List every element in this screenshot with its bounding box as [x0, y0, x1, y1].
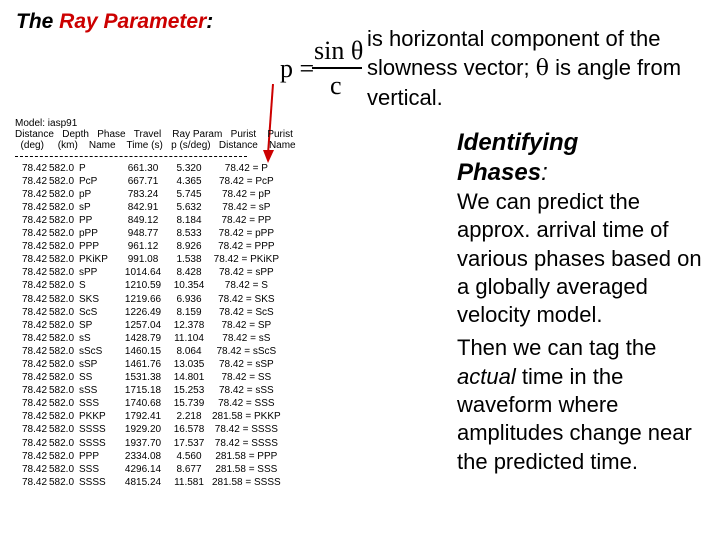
depth-cell: 582.0 [49, 345, 75, 357]
travel-time-cell: 1740.68 [124, 398, 162, 410]
ray-param-cell: 12.378 [173, 319, 205, 331]
travel-time-cell: 2334.08 [124, 450, 162, 462]
table-row [22, 385, 281, 398]
table-row [22, 215, 281, 228]
ray-param-cell: 5.320 [176, 162, 202, 174]
phase-name-cell: sScS [79, 345, 103, 357]
travel-time-cell: 1792.41 [124, 411, 162, 423]
table-row [22, 202, 281, 215]
ray-param-cell: 17.537 [173, 437, 205, 449]
phase-name-cell: pP [79, 188, 92, 200]
travel-time-cell: 1257.04 [124, 319, 162, 331]
table-row [22, 189, 281, 202]
table-row [22, 438, 281, 451]
phase-name-cell: PcP [79, 175, 98, 187]
distance-cell: 78.42 [22, 411, 48, 423]
desc-part1: is horizontal component of the slowness vector; [367, 26, 661, 80]
depth-cell: 582.0 [49, 359, 75, 371]
theta-symbol: θ [535, 56, 549, 81]
ray-param-cell: 8.926 [176, 241, 202, 253]
travel-time-cell: 1531.38 [124, 372, 162, 384]
phase-name-cell: SS [79, 372, 93, 384]
travel-time-cell: 842.91 [127, 201, 159, 213]
table-row [22, 411, 281, 424]
ray-param-cell: 16.578 [173, 424, 205, 436]
column-header-2: (deg) (km) Name Time (s) p (s/deg) Distance Name [15, 140, 296, 152]
phase-name-cell: SSSS [79, 476, 106, 488]
purist-cell: 78.42 = pPP [218, 228, 274, 240]
travel-time-cell: 4815.24 [124, 476, 162, 488]
purist-cell: 78.42 = sSS [218, 385, 274, 397]
purist-cell: 78.42 = SSSS [214, 437, 278, 449]
distance-cell: 78.42 [22, 437, 48, 449]
formula-denominator: c [330, 71, 342, 100]
phase-table [22, 163, 281, 490]
purist-cell: 281.58 = PPP [215, 450, 278, 462]
title-suffix: : [206, 10, 214, 33]
identifying-phases-heading [457, 128, 578, 188]
ray-param-cell: 10.354 [173, 280, 205, 292]
depth-cell: 582.0 [49, 450, 75, 462]
fraction-bar [312, 67, 362, 69]
distance-cell: 78.42 [22, 332, 48, 344]
depth-cell: 582.0 [49, 463, 75, 475]
purist-cell: 281.58 = SSS [215, 463, 278, 475]
table-row [22, 451, 281, 464]
formula-lhs: p = [280, 54, 315, 83]
phase-name-cell: PPP [79, 450, 100, 462]
purist-cell: 78.42 = SKS [218, 293, 275, 305]
purist-cell: 78.42 = pP [222, 188, 271, 200]
ray-param-cell: 8.428 [176, 267, 202, 279]
column-header-1: Distance Depth Phase Travel Ray Param Purist Purist [15, 129, 293, 141]
travel-time-cell: 1014.64 [124, 267, 162, 279]
table-row [22, 424, 281, 437]
table-row [22, 372, 281, 385]
heading-line-1: Identifying [457, 129, 579, 156]
formula-numerator: sin θ [314, 36, 364, 65]
ray-param-cell: 4.365 [176, 175, 202, 187]
travel-time-cell: 783.24 [127, 188, 159, 200]
depth-cell: 582.0 [49, 332, 75, 344]
table-row [22, 333, 281, 346]
depth-cell: 582.0 [49, 214, 75, 226]
phase-name-cell: SKS [79, 293, 100, 305]
depth-cell: 582.0 [49, 411, 75, 423]
depth-cell: 582.0 [49, 306, 75, 318]
travel-time-cell: 1460.15 [124, 345, 162, 357]
travel-time-cell: 961.12 [127, 241, 159, 253]
phase-name-cell: SP [79, 319, 93, 331]
phase-name-cell: P [79, 162, 86, 174]
travel-time-cell: 4296.14 [124, 463, 162, 475]
desc-part2: is angle from vertical. [367, 55, 682, 110]
ray-param-cell: 8.184 [176, 214, 202, 226]
depth-cell: 582.0 [49, 293, 75, 305]
depth-cell: 582.0 [49, 241, 75, 253]
distance-cell: 78.42 [22, 267, 48, 279]
purist-cell: 78.42 = SS [221, 372, 272, 384]
depth-cell: 582.0 [49, 319, 75, 331]
purist-cell: 78.42 = sPP [218, 267, 274, 279]
purist-cell: 281.58 = PKKP [212, 411, 281, 423]
distance-cell: 78.42 [22, 359, 48, 371]
title-accent: Ray Parameter [59, 10, 207, 33]
distance-cell: 78.42 [22, 450, 48, 462]
depth-cell: 582.0 [49, 280, 75, 292]
distance-cell: 78.42 [22, 463, 48, 475]
depth-cell: 582.0 [49, 385, 75, 397]
distance-cell: 78.42 [22, 306, 48, 318]
table-row [22, 320, 281, 333]
distance-cell: 78.42 [22, 424, 48, 436]
ray-param-cell: 1.538 [176, 254, 202, 266]
distance-cell: 78.42 [22, 372, 48, 384]
purist-cell: 78.42 = S [224, 280, 268, 292]
purist-cell: 78.42 = sScS [216, 345, 277, 357]
ray-param-cell: 8.677 [176, 463, 202, 475]
travel-time-cell: 1428.79 [124, 332, 162, 344]
purist-cell: 281.58 = SSSS [212, 476, 281, 488]
ray-param-cell: 4.560 [176, 450, 202, 462]
table-row [22, 294, 281, 307]
ray-param-cell: 8.064 [176, 345, 202, 357]
phase-name-cell: SSS [79, 398, 100, 410]
purist-cell: 78.42 = sSP [218, 359, 274, 371]
distance-cell: 78.42 [22, 201, 48, 213]
table-row [22, 359, 281, 372]
purist-cell: 78.42 = PP [221, 214, 272, 226]
slide-title [16, 10, 213, 34]
travel-time-cell: 991.08 [127, 254, 159, 266]
table-row [22, 228, 281, 241]
phase-name-cell: sSP [79, 359, 98, 371]
distance-cell: 78.42 [22, 175, 48, 187]
distance-cell: 78.42 [22, 280, 48, 292]
title-prefix: The [16, 10, 60, 33]
purist-cell: 78.42 = SSS [218, 398, 275, 410]
phase-name-cell: PP [79, 214, 93, 226]
travel-time-cell: 1461.76 [124, 359, 162, 371]
depth-cell: 582.0 [49, 437, 75, 449]
distance-cell: 78.42 [22, 345, 48, 357]
table-row [22, 280, 281, 293]
phase-name-cell: SSSS [79, 424, 106, 436]
table-row [22, 464, 281, 477]
table-row [22, 176, 281, 189]
purist-cell: 78.42 = sS [222, 332, 271, 344]
depth-cell: 582.0 [49, 372, 75, 384]
travel-time-cell: 1937.70 [124, 437, 162, 449]
phase-name-cell: sSS [79, 385, 98, 397]
phase-name-cell: SSS [79, 463, 100, 475]
table-row [22, 241, 281, 254]
travel-time-cell: 1226.49 [124, 306, 162, 318]
ray-param-cell: 13.035 [173, 359, 205, 371]
table-row [22, 307, 281, 320]
travel-time-cell: 1715.18 [124, 385, 162, 397]
travel-time-cell: 1929.20 [124, 424, 162, 436]
ray-param-cell: 6.936 [176, 293, 202, 305]
phase-name-cell: pPP [79, 228, 98, 240]
heading-line-2: Phases: [457, 159, 548, 186]
purist-cell: 78.42 = PcP [218, 175, 274, 187]
depth-cell: 582.0 [49, 476, 75, 488]
phase-name-cell: PKiKP [79, 254, 108, 266]
ray-param-cell: 11.104 [174, 332, 204, 344]
identifying-phases-body [457, 188, 717, 476]
phase-name-cell: S [79, 280, 86, 292]
distance-cell: 78.42 [22, 385, 48, 397]
distance-cell: 78.42 [22, 188, 48, 200]
depth-cell: 582.0 [49, 175, 75, 187]
purist-cell: 78.42 = P [224, 162, 268, 174]
ray-param-cell: 5.632 [176, 201, 202, 213]
table-row [22, 163, 281, 176]
phase-name-cell: PKKP [79, 411, 106, 423]
distance-cell: 78.42 [22, 162, 48, 174]
depth-cell: 582.0 [49, 398, 75, 410]
ray-param-cell: 15.739 [173, 398, 205, 410]
ray-param-cell: 11.581 [174, 476, 204, 488]
purist-cell: 78.42 = ScS [218, 306, 274, 318]
prediction-paragraph: We can predict the approx. arrival time of various phases based on a globally averaged velocity model. [457, 189, 702, 328]
purist-cell: 78.42 = sP [222, 201, 271, 213]
header-divider [15, 156, 247, 157]
travel-time-cell: 948.77 [127, 228, 159, 240]
ray-param-cell: 8.159 [176, 306, 202, 318]
travel-time-cell: 1210.59 [124, 280, 162, 292]
ray-param-cell: 14.801 [173, 372, 205, 384]
phase-name-cell: ScS [79, 306, 98, 318]
depth-cell: 582.0 [49, 424, 75, 436]
depth-cell: 582.0 [49, 201, 75, 213]
depth-cell: 582.0 [49, 188, 75, 200]
distance-cell: 78.42 [22, 254, 48, 266]
ray-param-cell: 15.253 [173, 385, 205, 397]
travel-time-cell: 1219.66 [124, 293, 162, 305]
purist-cell: 78.42 = SP [221, 319, 272, 331]
travel-time-cell: 849.12 [127, 214, 159, 226]
table-row [22, 346, 281, 359]
depth-cell: 582.0 [49, 267, 75, 279]
table-row [22, 254, 281, 267]
taup-output [15, 118, 345, 490]
depth-cell: 582.0 [49, 254, 75, 266]
table-row [22, 267, 281, 280]
depth-cell: 582.0 [49, 162, 75, 174]
phase-name-cell: sS [79, 332, 91, 344]
ray-param-cell: 8.533 [176, 228, 202, 240]
table-row [22, 477, 281, 490]
distance-cell: 78.42 [22, 228, 48, 240]
tagging-paragraph: Then we can tag the actual time in the waveform where amplitudes change near the predicted time. [457, 335, 692, 474]
model-line: Model: iasp91 [15, 118, 78, 129]
purist-cell: 78.42 = PPP [218, 241, 275, 253]
table-row [22, 398, 281, 411]
distance-cell: 78.42 [22, 319, 48, 331]
depth-cell: 582.0 [49, 228, 75, 240]
actual-emphasis: actual [457, 363, 516, 389]
ray-param-cell: 2.218 [176, 411, 202, 423]
distance-cell: 78.42 [22, 241, 48, 253]
ray-param-cell: 5.745 [176, 188, 202, 200]
formula-description [367, 24, 717, 112]
purist-cell: 78.42 = SSSS [214, 424, 278, 436]
distance-cell: 78.42 [22, 214, 48, 226]
purist-cell: 78.42 = PKiKP [213, 254, 279, 266]
phase-name-cell: SSSS [79, 437, 106, 449]
distance-cell: 78.42 [22, 476, 48, 488]
travel-time-cell: 667.71 [127, 175, 159, 187]
phase-name-cell: PPP [79, 241, 100, 253]
distance-cell: 78.42 [22, 398, 48, 410]
travel-time-cell: 661.30 [127, 162, 159, 174]
distance-cell: 78.42 [22, 293, 48, 305]
phase-name-cell: sPP [79, 267, 98, 279]
phase-name-cell: sP [79, 201, 91, 213]
